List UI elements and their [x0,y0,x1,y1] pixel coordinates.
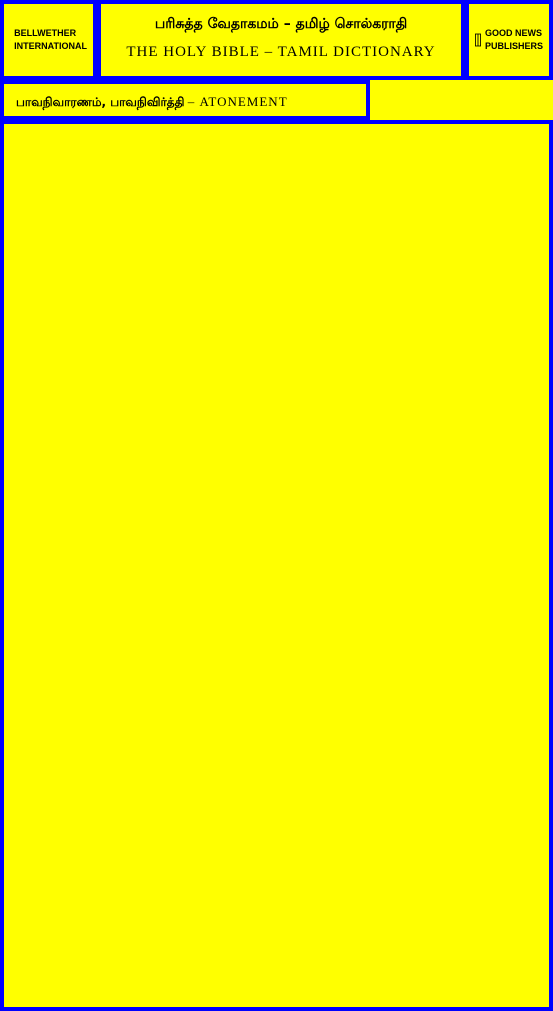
english-title: THE HOLY BIBLE – TAMIL DICTIONARY [126,44,436,60]
good-news-logo [465,0,553,80]
book-icon [475,20,481,60]
article-body [0,120,553,1011]
section-title-bar [0,80,370,120]
section-title-tamil: பாவநிவாரணம், பாவநிவிர்த்தி [16,95,185,109]
logo-line-1: GOOD NEWS [484,28,542,38]
page-header [0,0,553,80]
logo-line-2: INTERNATIONAL [14,41,87,51]
bellwether-logo [0,0,97,80]
section-title [16,94,288,111]
logo-line-2: PUBLISHERS [484,41,543,51]
title-box [97,0,465,80]
logo-line-1: BELLWETHER [14,28,77,38]
bellwether-logo-text [14,27,87,53]
good-news-logo-text [485,27,543,53]
section-title-english: – ATONEMENT [187,94,288,109]
tamil-title: பரிசுத்த வேதாகமம் – தமிழ் சொல்கராதி [154,16,408,32]
